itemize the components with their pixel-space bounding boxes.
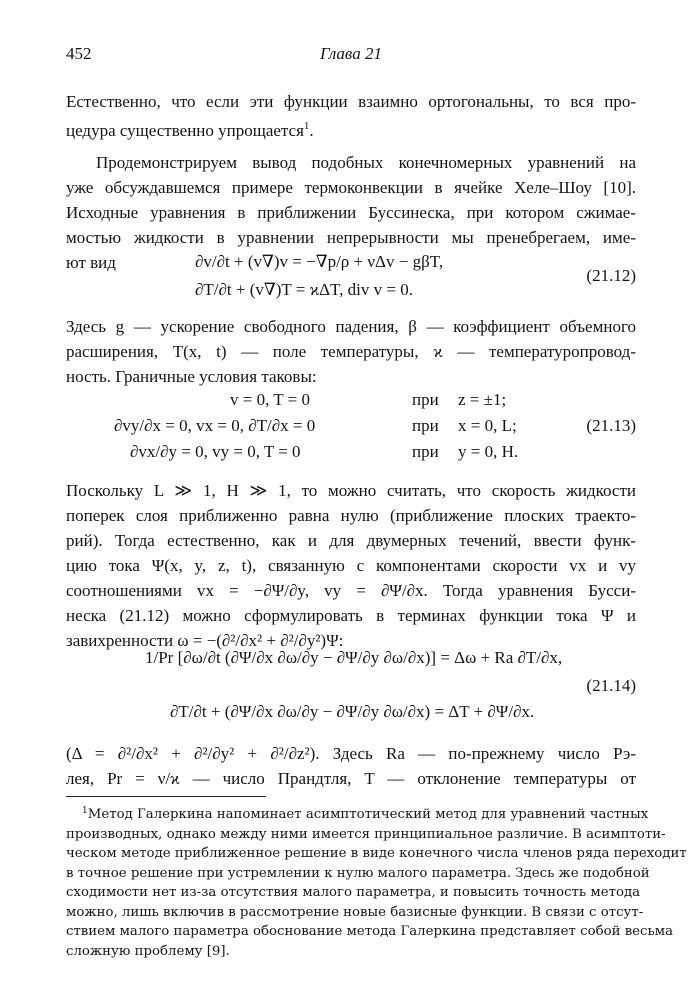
equation-21-14-line-1: 1/Pr [∂ω/∂t (∂Ψ/∂x ∂ω/∂y − ∂Ψ/∂y ∂ω/∂x)] = Δω + Ra ∂T/∂x, bbox=[145, 648, 563, 667]
page-number: 452 bbox=[66, 44, 92, 63]
text-line: цию тока Ψ(x, y, z, t), связанную с компонентами скорости vx и vy bbox=[66, 556, 636, 575]
text-line: поперек слоя приближенно равна нулю (приближение плоских траекто- bbox=[66, 506, 636, 525]
text-line: Здесь g — ускорение свободного падения, β — коэффициент объемного bbox=[66, 317, 636, 336]
text-line: лея, Pr = ν/ϰ — число Прандтля, T — отклонение температуры от bbox=[66, 769, 636, 788]
text-line: Исходные уравнения в приближении Буссинеска, при котором сжимае- bbox=[66, 203, 636, 222]
footnote-line: в точное решение при устремлении к нулю малого параметра. Здесь же подобной bbox=[66, 865, 650, 881]
paragraph-5 bbox=[66, 741, 636, 791]
running-head: Глава 21 bbox=[320, 44, 382, 63]
paragraph-3 bbox=[66, 314, 636, 389]
footnote-line: производных, однако между ними имеется принципиальное различие. В асимптоти- bbox=[66, 826, 666, 842]
equation-number: (21.12) bbox=[586, 266, 636, 285]
boundary-condition-where: y = 0, H. bbox=[458, 442, 519, 461]
text-line: рий). Тогда естественно, как и для двумерных течений, ввести функ- bbox=[66, 531, 636, 550]
paragraph-4 bbox=[66, 478, 636, 653]
boundary-condition-conds: v = 0, T = 0 bbox=[230, 390, 310, 409]
text-line: уже обсуждавшемся примере термоконвекции в ячейке Хеле–Шоу [10]. bbox=[66, 178, 636, 197]
boundary-condition-where: x = 0, L; bbox=[458, 416, 517, 435]
boundary-condition-conds: ∂vy/∂x = 0, vx = 0, ∂T/∂x = 0 bbox=[114, 416, 316, 435]
text-line: Естественно, что если эти функции взаимно ортогональны, то вся про- bbox=[66, 92, 636, 111]
text-line: (Δ = ∂²/∂x² + ∂²/∂y² + ∂²/∂z²). Здесь Ra — по-прежнему число Рэ- bbox=[66, 744, 636, 763]
footnote-mark: 1 bbox=[82, 806, 88, 816]
page-header bbox=[66, 44, 636, 68]
text-line: Продемонстрируем вывод подобных конечномерных уравнений на bbox=[96, 153, 636, 172]
footnote-reference: 1 bbox=[303, 120, 310, 132]
text-line: соотношениями vx = −∂Ψ/∂y, vy = ∂Ψ/∂x. Тогда уравнения Бусси- bbox=[66, 581, 636, 600]
footnote-line: сходимости нет из-за отсутствия малого параметра, и повысить точность метода bbox=[66, 885, 641, 900]
boundary-condition-word: при bbox=[412, 390, 439, 409]
boundary-condition-conds: ∂vx/∂y = 0, vy = 0, T = 0 bbox=[130, 442, 301, 461]
equation-21-12-line-1: ∂v/∂t + (v∇)v = −∇p/ρ + νΔv − gβT, bbox=[195, 252, 444, 271]
boundary-condition-word: при bbox=[412, 416, 439, 435]
equation-21-14-line-2: ∂T/∂t + (∂Ψ/∂x ∂ω/∂y − ∂Ψ/∂y ∂ω/∂x) = ΔT + ∂Ψ/∂x. bbox=[170, 702, 535, 721]
footnote-line: $^1$Метод Галеркина напоминает асимптотический метод для уравнений частных bbox=[82, 806, 649, 822]
footnote-rule bbox=[66, 796, 266, 797]
footnote bbox=[66, 802, 687, 961]
text-line: ют вид bbox=[66, 253, 116, 272]
text-line: завихренности ω = −(∂²/∂x² + ∂²/∂y²)Ψ: bbox=[66, 631, 344, 650]
footnote-line: можно, лишь включив в рассмотрение новые базисные функции. В связи с отсут- bbox=[66, 904, 644, 920]
text-line: цедура существенно упрощается$^1$. bbox=[66, 120, 314, 140]
equation-21-12-line-2: ∂T/∂t + (v∇)T = ϰΔT, div v = 0. bbox=[195, 280, 413, 299]
equation-number: (21.13) bbox=[586, 416, 636, 435]
footnote-line: ствием малого параметра обоснование метода Галеркина представляет собой весьма bbox=[66, 924, 674, 939]
text-line: неска (21.12) можно сформулировать в терминах функции тока Ψ и bbox=[66, 606, 636, 625]
text-line: ность. Граничные условия таковы: bbox=[66, 367, 317, 386]
text-line: расширения, T(x, t) — поле температуры, ϰ — температуропровод- bbox=[66, 342, 636, 361]
boundary-condition-where: z = ±1; bbox=[458, 390, 507, 409]
text-line: Поскольку L ≫ 1, H ≫ 1, то можно считать, что скорость жидкости bbox=[66, 481, 636, 500]
boundary-condition-word: при bbox=[412, 442, 439, 461]
footnote-line: ческом методе приближенное решение в виде конечного числа членов ряда переходит bbox=[66, 846, 687, 861]
text-line: мостью жидкости в уравнении непрерывности мы пренебрегаем, име- bbox=[66, 228, 636, 247]
footnote-line: сложную проблему [9]. bbox=[66, 943, 230, 959]
equation-number: (21.14) bbox=[586, 676, 636, 695]
paragraph-1 bbox=[66, 89, 636, 143]
